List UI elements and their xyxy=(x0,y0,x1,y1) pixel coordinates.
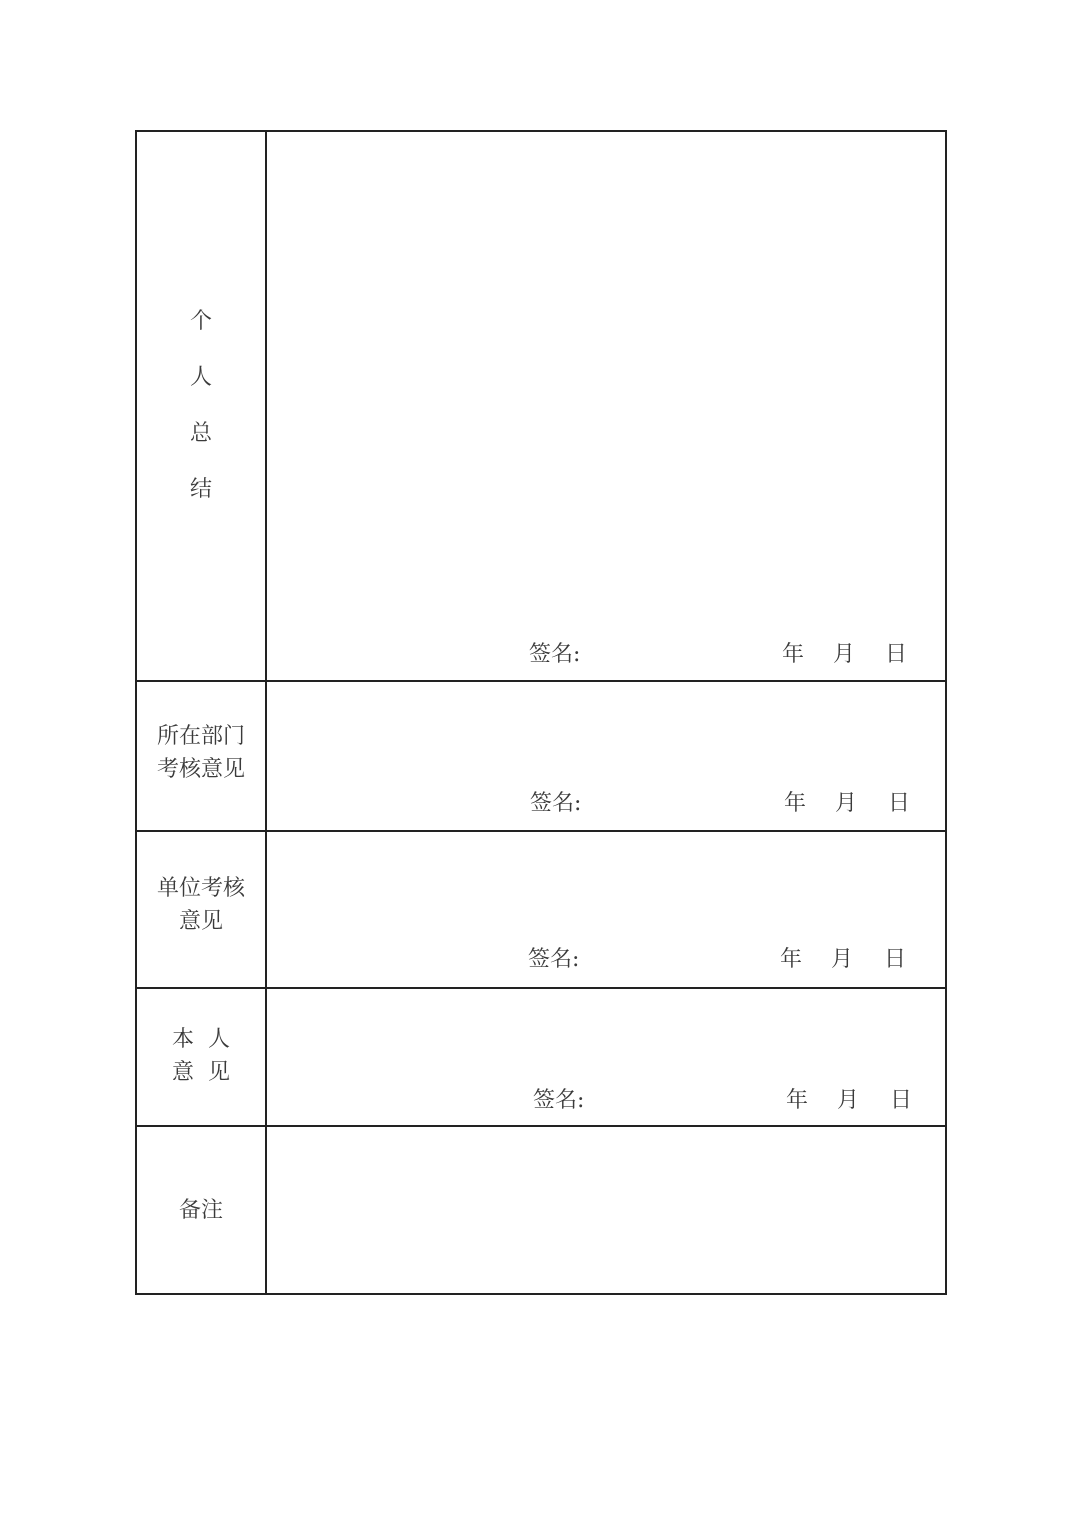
label-cell xyxy=(137,989,265,1125)
year-label: 年 xyxy=(780,947,803,972)
row-personal-opinion xyxy=(137,989,945,1127)
signature-label: 签名: xyxy=(529,642,581,667)
row-label-personal-summary: 个 人 总 结 xyxy=(189,309,212,502)
day-label: 日 xyxy=(890,1088,913,1113)
row-label-remarks: 备注 xyxy=(178,1197,223,1223)
remarks-content[interactable] xyxy=(267,1127,945,1293)
department-review-content[interactable] xyxy=(267,682,945,830)
row-personal-summary xyxy=(137,132,945,682)
label-cell xyxy=(137,832,265,987)
year-label: 年 xyxy=(784,791,807,816)
row-label-department-review: 所在部门 考核意见 xyxy=(156,724,245,782)
signature-label: 签名: xyxy=(533,1088,585,1113)
personal-opinion-content[interactable] xyxy=(267,989,945,1125)
label-cell xyxy=(137,132,265,680)
month-label: 月 xyxy=(835,791,858,816)
assessment-form-table xyxy=(135,130,947,1295)
signature-label: 签名: xyxy=(528,947,580,972)
day-label: 日 xyxy=(884,947,907,972)
unit-review-content[interactable] xyxy=(267,832,945,987)
row-unit-review xyxy=(137,832,945,989)
row-department-review xyxy=(137,682,945,832)
label-cell xyxy=(137,682,265,830)
month-label: 月 xyxy=(831,947,854,972)
month-label: 月 xyxy=(837,1088,860,1113)
row-label-unit-review: 单位考核 意见 xyxy=(156,875,245,934)
personal-summary-content[interactable] xyxy=(267,132,945,680)
day-label: 日 xyxy=(888,791,911,816)
label-cell xyxy=(137,1127,265,1293)
signature-label: 签名: xyxy=(530,791,582,816)
month-label: 月 xyxy=(833,642,856,667)
row-remarks xyxy=(137,1127,945,1293)
year-label: 年 xyxy=(786,1088,809,1113)
day-label: 日 xyxy=(885,642,908,667)
year-label: 年 xyxy=(782,642,805,667)
row-label-personal-opinion: 本 人 意 见 xyxy=(172,1027,230,1085)
